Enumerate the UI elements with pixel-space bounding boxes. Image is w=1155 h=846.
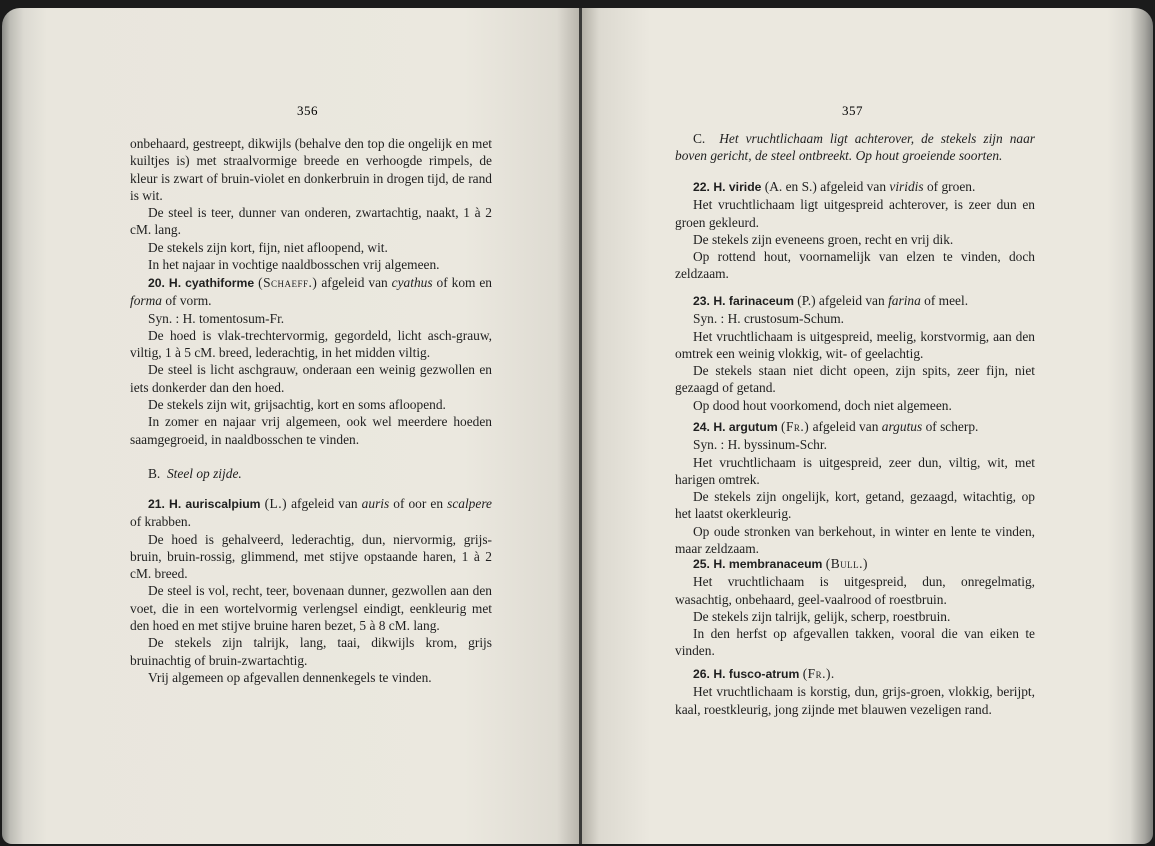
species-heading: 24. H. argutum (Fr.) afgeleid van argutus of scherp. <box>693 419 979 434</box>
section-c-heading <box>675 130 1035 165</box>
species-name: 21. H. auriscalpium <box>148 497 261 511</box>
page-number: 356 <box>297 103 318 118</box>
paragraph: De stekels zijn wit, grijsachtig, kort en soms afloopend. <box>148 397 446 413</box>
paragraph: In zomer en najaar vrij algemeen, ook wel meerdere hoeden saamgegroeid, in naaldbosschen te vinden. <box>130 414 492 447</box>
etymology-word: viridis <box>889 179 924 194</box>
paragraph: Vrij algemeen op afgevallen dennenkegels te vinden. <box>148 669 432 685</box>
paragraph: De steel is teer, dunner van onderen, zwartachtig, naakt, 1 à 2 cM. lang. <box>130 205 492 238</box>
paragraph: De hoed is gehalveerd, lederachtig, dun, niervormig, grijs-bruin, bruin-rossig, glimmend, met stijve opstaande haren, 1 à 2 cM. breed. <box>130 531 492 582</box>
species-heading <box>675 555 1035 573</box>
paragraph: In het najaar in vochtige naaldbosschen vrij algemeen. <box>148 257 440 273</box>
paragraph: Op dood hout voorkomend, doch niet algemeen. <box>693 397 952 413</box>
paragraph: Het vruchtlichaam is uitgespreid, zeer dun, viltig, wit, met harigen omtrek. <box>675 454 1035 487</box>
species-entry-23 <box>675 292 1035 414</box>
species-heading: 21. H. auriscalpium (L.) afgeleid van auris of oor en scalpere of krabben. <box>130 496 492 530</box>
page-number: 357 <box>842 103 863 118</box>
paragraph: Op rottend hout, voornamelijk van elzen te vinden, doch zeldzaam. <box>675 249 1035 282</box>
paragraph: Het vruchtlichaam ligt uitgespreid achterover, is zeer dun en groen gekleurd. <box>675 197 1035 230</box>
etymology-word: auris <box>361 496 390 511</box>
author: (P.) <box>797 293 816 308</box>
paragraph: De stekels zijn talrijk, gelijk, scherp, roestbruin. <box>693 608 951 624</box>
left-page <box>2 8 580 844</box>
paragraph: De stekels staan niet dicht opeen, zijn spits, zeer fijn, niet gezaagd of getand. <box>675 363 1035 396</box>
species-entry-21 <box>130 495 492 686</box>
section-letter: B. <box>148 466 161 481</box>
species-entry-24 <box>675 418 1035 557</box>
author: (L.) <box>264 496 288 511</box>
paragraph: Syn. : H. byssinum-Schr. <box>693 437 827 453</box>
section-b-heading <box>130 465 492 482</box>
paragraph: De stekels zijn eveneens groen, recht en vrij dik. <box>693 231 954 247</box>
right-page <box>582 8 1153 844</box>
author: (Bull.) <box>825 556 868 571</box>
paragraph: Het vruchtlichaam is korstig, dun, grijs-groen, vlokkig, berijpt, kaal, roestkleurig, jong zijnde met blauwen vezeligen rand. <box>675 684 1035 717</box>
species-name: 22. H. viride <box>693 180 762 194</box>
etymology-word: farina <box>888 293 921 308</box>
paragraph: De stekels zijn kort, fijn, niet afloopend, wit. <box>148 239 388 255</box>
open-book <box>2 8 1153 844</box>
paragraph: Het vruchtlichaam is uitgespreid, meelig, korstvormig, aan den omtrek een weinig vlokkig, wit- of geelachtig. <box>675 328 1035 361</box>
species-name: 23. H. farinaceum <box>693 294 794 308</box>
species-name: 26. H. fusco-atrum <box>693 667 800 681</box>
species-name: 24. H. argutum <box>693 420 778 434</box>
paragraph: Op oude stronken van berkehout, in winter en lente te vinden, maar zeldzaam. <box>675 523 1035 557</box>
paragraph: Syn. : H. crustosum-Schum. <box>693 311 845 327</box>
species-heading: 20. H. cyathiforme (Schaeff.) afgeleid van cyathus of kom en forma of vorm. <box>130 275 493 309</box>
etymology-word: scalpere <box>447 496 492 511</box>
etymology-word: cyathus <box>391 275 433 290</box>
paragraph: Het vruchtlichaam is uitgespreid, dun, onregelmatig, wasachtig, onbehaard, geel-vaalrood of roestbruin. <box>675 574 1035 607</box>
etymology-word: argutus <box>881 419 923 434</box>
paragraph: De stekels zijn ongelijk, kort, getand, gezaagd, witachtig, op het laatst okerkleurig. <box>675 489 1035 522</box>
species-entry-25 <box>675 555 1035 660</box>
species-name: 20. H. cyathiforme <box>148 276 255 290</box>
paragraph: De stekels zijn talrijk, lang, taai, dikwijls krom, grijs bruinachtig of bruin-zwartachtig. <box>130 635 492 668</box>
species-heading <box>675 665 1035 683</box>
paragraph: In den herfst op afgevallen takken, vooral die van eiken te vinden. <box>675 626 1035 659</box>
species-entry-20 <box>130 274 492 448</box>
paragraph: De steel is vol, recht, teer, bovenaan dunner, gezwollen aan den voet, die in een wortelvormig verlengsel eindigt, eenkleurig met den hoed en met stijve bruine haren bezet, 5 à 8 cM. lang. <box>130 583 492 634</box>
etymology-word: forma <box>130 293 162 309</box>
intro-block <box>130 135 492 273</box>
author: (A. en S.) <box>764 179 817 194</box>
species-heading: 23. H. farinaceum (P.) afgeleid van farina of meel. <box>693 293 969 308</box>
paragraph: De steel is licht aschgrauw, onderaan een weinig gezwollen en iets donkerder dan den hoed. <box>130 362 492 395</box>
section-title: Het vruchtlichaam ligt achterover, de stekels zijn naar boven gericht, de steel ontbreekt. Op hout groeiende soorten. <box>675 131 1035 164</box>
author: (Schaeff.) <box>258 275 318 290</box>
author: (Fr.) <box>781 419 810 434</box>
paragraph: De hoed is vlak-trechtervormig, gegordeld, licht asch-grauw, viltig, 1 à 5 cM. breed, lederachtig, in het midden viltig. <box>130 327 492 361</box>
paragraph: Syn. : H. tomentosum-Fr. <box>148 310 285 326</box>
species-heading: 22. H. viride (A. en S.) afgeleid van viridis of groen. <box>693 179 976 194</box>
section-title: Steel op zijde. <box>166 466 242 481</box>
species-entry-22 <box>675 178 1035 283</box>
paragraph: onbehaard, gestreept, dikwijls (behalve den top die ongelijk en met kuiltjes is) met straalvormige breede en verhoogde rimpels, de kleur is zwart of bruin-violet en donkerbruin in drogen tijd, de rand is wit. <box>130 136 492 203</box>
species-entry-26 <box>675 665 1035 718</box>
species-name: 25. H. membranaceum <box>693 557 823 571</box>
author: (Fr.). <box>802 666 835 681</box>
section-letter: C. <box>693 131 706 146</box>
